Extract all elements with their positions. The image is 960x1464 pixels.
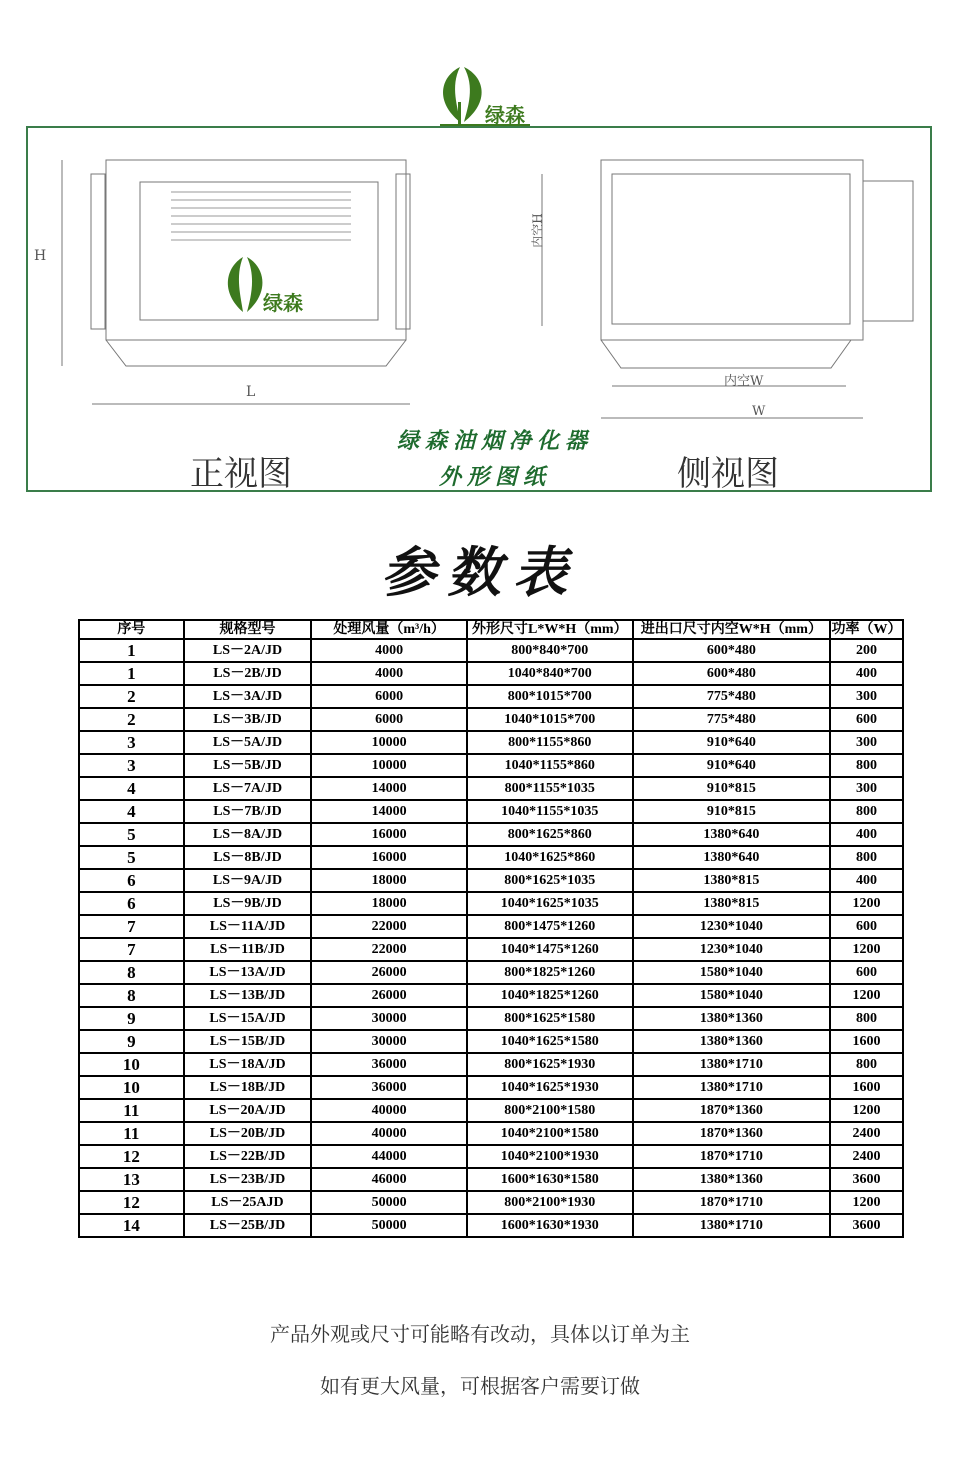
- cell-inlet: 1380*815: [633, 869, 830, 892]
- front-view-label: 正视图: [190, 454, 292, 494]
- cell-inlet: 1380*1710: [633, 1214, 830, 1237]
- cell-power: 2400: [830, 1122, 903, 1145]
- cell-inlet: 600*480: [633, 639, 830, 662]
- logo-icon: [430, 62, 540, 130]
- cell-model: LS－8B/JD: [184, 846, 312, 869]
- cell-model: LS－15B/JD: [184, 1030, 312, 1053]
- cell-airflow: 30000: [311, 1030, 467, 1053]
- cell-airflow: 36000: [311, 1053, 467, 1076]
- cell-seq: 3: [79, 754, 184, 777]
- cell-power: 400: [830, 662, 903, 685]
- cell-model: LS－20A/JD: [184, 1099, 312, 1122]
- table-row: [79, 685, 903, 708]
- cell-inlet: 1230*1040: [633, 915, 830, 938]
- table-header-row: [79, 620, 903, 639]
- front-logo-icon: [218, 252, 318, 318]
- cell-seq: 5: [79, 823, 184, 846]
- header-model: 规格型号: [184, 620, 312, 639]
- cell-power: 600: [830, 961, 903, 984]
- cell-power: 1200: [830, 938, 903, 961]
- cell-dimensions: 800*1625*1930: [467, 1053, 633, 1076]
- table-row: [79, 708, 903, 731]
- cell-airflow: 46000: [311, 1168, 467, 1191]
- svg-text:绿森: 绿森: [263, 291, 303, 315]
- cell-model: LS－9B/JD: [184, 892, 312, 915]
- cell-seq: 6: [79, 892, 184, 915]
- header-airflow: 处理风量（m³/h）: [311, 620, 467, 639]
- cell-dimensions: 1040*1625*1930: [467, 1076, 633, 1099]
- cell-seq: 6: [79, 869, 184, 892]
- dim-l: L: [246, 384, 256, 400]
- cell-seq: 12: [79, 1191, 184, 1214]
- cell-model: LS－25AJD: [184, 1191, 312, 1214]
- cell-dimensions: 1040*1625*1035: [467, 892, 633, 915]
- table-row: [79, 1030, 903, 1053]
- cell-airflow: 30000: [311, 1007, 467, 1030]
- cell-seq: 7: [79, 938, 184, 961]
- header-seq: 序号: [79, 620, 184, 639]
- table-row: [79, 1145, 903, 1168]
- cell-power: 800: [830, 800, 903, 823]
- cell-inlet: 1380*640: [633, 846, 830, 869]
- cell-seq: 3: [79, 731, 184, 754]
- cell-model: LS－2A/JD: [184, 639, 312, 662]
- table-row: [79, 938, 903, 961]
- cell-seq: 5: [79, 846, 184, 869]
- cell-inlet: 1230*1040: [633, 938, 830, 961]
- cell-dimensions: 800*1625*1035: [467, 869, 633, 892]
- parameter-table: [78, 619, 904, 1238]
- dim-inner-h: 内空H: [530, 213, 545, 248]
- cell-seq: 9: [79, 1007, 184, 1030]
- cell-seq: 7: [79, 915, 184, 938]
- cell-model: LS－11A/JD: [184, 915, 312, 938]
- cell-airflow: 10000: [311, 731, 467, 754]
- dim-w: W: [752, 404, 766, 419]
- cell-power: 1200: [830, 1099, 903, 1122]
- note-1: 产品外观或尺寸可能略有改动，具体以订单为主: [270, 1322, 690, 1346]
- cell-model: LS－18B/JD: [184, 1076, 312, 1099]
- table-row: [79, 1122, 903, 1145]
- cell-power: 600: [830, 708, 903, 731]
- cell-inlet: 910*815: [633, 777, 830, 800]
- cell-inlet: 600*480: [633, 662, 830, 685]
- drawing-caption-1: 绿森油烟净化器: [396, 428, 593, 454]
- cell-model: LS－2B/JD: [184, 662, 312, 685]
- table-row: [79, 846, 903, 869]
- table-row: [79, 823, 903, 846]
- cell-model: LS－5B/JD: [184, 754, 312, 777]
- cell-model: LS－11B/JD: [184, 938, 312, 961]
- cell-dimensions: 1040*2100*1930: [467, 1145, 633, 1168]
- cell-dimensions: 1040*1625*1580: [467, 1030, 633, 1053]
- cell-seq: 1: [79, 662, 184, 685]
- cell-power: 400: [830, 823, 903, 846]
- table-row: [79, 984, 903, 1007]
- cell-seq: 2: [79, 685, 184, 708]
- cell-airflow: 6000: [311, 685, 467, 708]
- table-row: [79, 777, 903, 800]
- cell-power: 300: [830, 731, 903, 754]
- cell-model: LS－13A/JD: [184, 961, 312, 984]
- cell-model: LS－18A/JD: [184, 1053, 312, 1076]
- cell-model: LS－25B/JD: [184, 1214, 312, 1237]
- cell-seq: 8: [79, 984, 184, 1007]
- cell-dimensions: 800*1155*1035: [467, 777, 633, 800]
- side-view-label: 侧视图: [677, 454, 779, 494]
- table-row: [79, 869, 903, 892]
- cell-seq: 4: [79, 777, 184, 800]
- table-row: [79, 915, 903, 938]
- cell-seq: 12: [79, 1145, 184, 1168]
- cell-dimensions: 1600*1630*1580: [467, 1168, 633, 1191]
- cell-power: 200: [830, 639, 903, 662]
- cell-airflow: 18000: [311, 892, 467, 915]
- cell-airflow: 10000: [311, 754, 467, 777]
- cell-power: 800: [830, 1053, 903, 1076]
- cell-airflow: 50000: [311, 1191, 467, 1214]
- cell-airflow: 16000: [311, 846, 467, 869]
- table-row: [79, 731, 903, 754]
- cell-dimensions: 1040*1825*1260: [467, 984, 633, 1007]
- cell-airflow: 16000: [311, 823, 467, 846]
- cell-airflow: 26000: [311, 984, 467, 1007]
- table-row: [79, 1053, 903, 1076]
- cell-seq: 11: [79, 1122, 184, 1145]
- cell-inlet: 1870*1710: [633, 1191, 830, 1214]
- cell-model: LS－7A/JD: [184, 777, 312, 800]
- cell-power: 300: [830, 685, 903, 708]
- table-row: [79, 1214, 903, 1237]
- cell-inlet: 1380*1360: [633, 1007, 830, 1030]
- cell-power: 3600: [830, 1214, 903, 1237]
- cell-dimensions: 1600*1630*1930: [467, 1214, 633, 1237]
- cell-model: LS－13B/JD: [184, 984, 312, 1007]
- cell-power: 2400: [830, 1145, 903, 1168]
- cell-power: 800: [830, 846, 903, 869]
- table-row: [79, 1191, 903, 1214]
- cell-airflow: 4000: [311, 662, 467, 685]
- cell-seq: 10: [79, 1076, 184, 1099]
- cell-inlet: 1870*1710: [633, 1145, 830, 1168]
- svg-text:绿森: 绿森: [485, 103, 525, 127]
- cell-seq: 9: [79, 1030, 184, 1053]
- cell-airflow: 26000: [311, 961, 467, 984]
- cell-dimensions: 800*1155*860: [467, 731, 633, 754]
- cell-model: LS－7B/JD: [184, 800, 312, 823]
- cell-model: LS－8A/JD: [184, 823, 312, 846]
- cell-power: 800: [830, 1007, 903, 1030]
- table-row: [79, 662, 903, 685]
- cell-airflow: 22000: [311, 938, 467, 961]
- cell-inlet: 1380*640: [633, 823, 830, 846]
- cell-dimensions: 800*1015*700: [467, 685, 633, 708]
- cell-airflow: 40000: [311, 1099, 467, 1122]
- cell-airflow: 6000: [311, 708, 467, 731]
- cell-seq: 14: [79, 1214, 184, 1237]
- cell-inlet: 910*815: [633, 800, 830, 823]
- cell-dimensions: 800*1625*860: [467, 823, 633, 846]
- cell-airflow: 4000: [311, 639, 467, 662]
- cell-power: 1200: [830, 984, 903, 1007]
- cell-model: LS－3A/JD: [184, 685, 312, 708]
- cell-dimensions: 800*1825*1260: [467, 961, 633, 984]
- cell-model: LS－15A/JD: [184, 1007, 312, 1030]
- cell-dimensions: 1040*1015*700: [467, 708, 633, 731]
- cell-inlet: 1870*1360: [633, 1122, 830, 1145]
- cell-model: LS－23B/JD: [184, 1168, 312, 1191]
- cell-airflow: 40000: [311, 1122, 467, 1145]
- cell-inlet: 1580*1040: [633, 984, 830, 1007]
- cell-seq: 11: [79, 1099, 184, 1122]
- cell-inlet: 1870*1360: [633, 1099, 830, 1122]
- cell-inlet: 1380*815: [633, 892, 830, 915]
- cell-power: 800: [830, 754, 903, 777]
- cell-seq: 2: [79, 708, 184, 731]
- table-row: [79, 892, 903, 915]
- cell-dimensions: 1040*1155*1035: [467, 800, 633, 823]
- cell-seq: 8: [79, 961, 184, 984]
- cell-power: 300: [830, 777, 903, 800]
- cell-power: 1600: [830, 1076, 903, 1099]
- cell-airflow: 22000: [311, 915, 467, 938]
- cell-model: LS－3B/JD: [184, 708, 312, 731]
- cell-inlet: 1380*1360: [633, 1168, 830, 1191]
- table-row: [79, 1168, 903, 1191]
- cell-power: 1600: [830, 1030, 903, 1053]
- cell-dimensions: 1040*1155*860: [467, 754, 633, 777]
- cell-dimensions: 800*2100*1580: [467, 1099, 633, 1122]
- cell-inlet: 910*640: [633, 754, 830, 777]
- cell-airflow: 18000: [311, 869, 467, 892]
- cell-model: LS－9A/JD: [184, 869, 312, 892]
- cell-model: LS－22B/JD: [184, 1145, 312, 1168]
- cell-seq: 1: [79, 639, 184, 662]
- cell-seq: 10: [79, 1053, 184, 1076]
- cell-model: LS－20B/JD: [184, 1122, 312, 1145]
- page-title: 参数表: [381, 540, 579, 604]
- table-row: [79, 1099, 903, 1122]
- cell-dimensions: 1040*2100*1580: [467, 1122, 633, 1145]
- cell-airflow: 14000: [311, 777, 467, 800]
- cell-dimensions: 1040*840*700: [467, 662, 633, 685]
- table-row: [79, 639, 903, 662]
- header-power: 功率（W）: [830, 620, 903, 639]
- cell-dimensions: 800*840*700: [467, 639, 633, 662]
- cell-power: 3600: [830, 1168, 903, 1191]
- cell-seq: 4: [79, 800, 184, 823]
- cell-dimensions: 1040*1625*860: [467, 846, 633, 869]
- cell-power: 1200: [830, 1191, 903, 1214]
- cell-power: 400: [830, 869, 903, 892]
- header-inlet: 进出口尺寸内空W*H（mm）: [633, 620, 830, 639]
- cell-dimensions: 1040*1475*1260: [467, 938, 633, 961]
- cell-power: 600: [830, 915, 903, 938]
- cell-dimensions: 800*2100*1930: [467, 1191, 633, 1214]
- drawing-caption-2: 外形图纸: [438, 464, 551, 490]
- cell-airflow: 14000: [311, 800, 467, 823]
- cell-dimensions: 800*1625*1580: [467, 1007, 633, 1030]
- cell-inlet: 1380*1360: [633, 1030, 830, 1053]
- cell-seq: 13: [79, 1168, 184, 1191]
- table-row: [79, 961, 903, 984]
- dim-h: H: [34, 248, 47, 264]
- cell-airflow: 36000: [311, 1076, 467, 1099]
- cell-power: 1200: [830, 892, 903, 915]
- cell-inlet: 1580*1040: [633, 961, 830, 984]
- table-row: [79, 800, 903, 823]
- cell-airflow: 44000: [311, 1145, 467, 1168]
- cell-inlet: 910*640: [633, 731, 830, 754]
- table-row: [79, 1076, 903, 1099]
- cell-airflow: 50000: [311, 1214, 467, 1237]
- cell-inlet: 1380*1710: [633, 1076, 830, 1099]
- table-row: [79, 1007, 903, 1030]
- cell-inlet: 1380*1710: [633, 1053, 830, 1076]
- cell-dimensions: 800*1475*1260: [467, 915, 633, 938]
- table-row: [79, 754, 903, 777]
- cell-inlet: 775*480: [633, 708, 830, 731]
- note-2: 如有更大风量，可根据客户需要订做: [320, 1374, 640, 1398]
- header-dimensions: 外形尺寸L*W*H（mm）: [467, 620, 633, 639]
- cell-inlet: 775*480: [633, 685, 830, 708]
- dim-inner-w: 内空W: [724, 374, 764, 389]
- cell-model: LS－5A/JD: [184, 731, 312, 754]
